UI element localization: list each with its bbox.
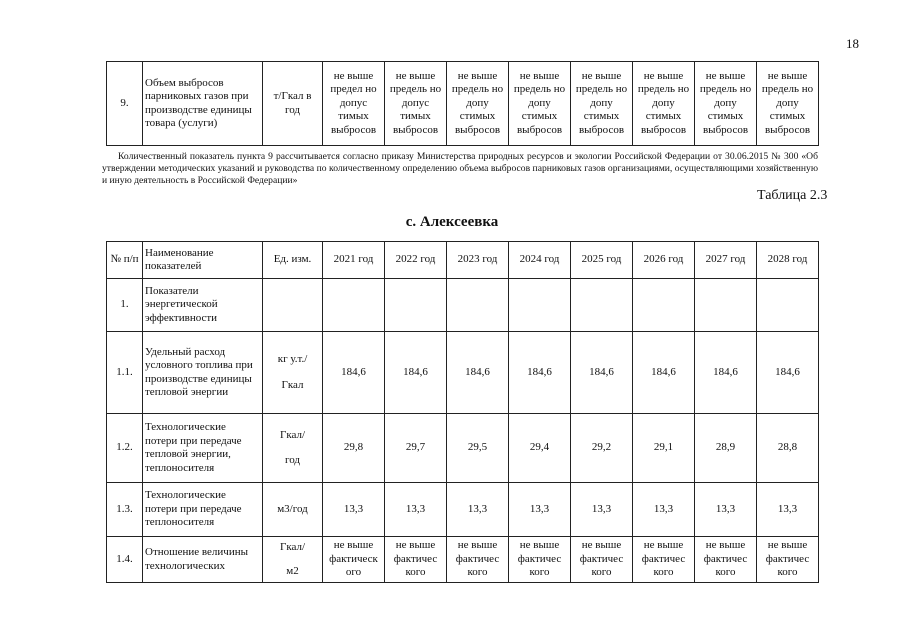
header-year: 2022 год — [385, 242, 447, 279]
value-cell: 29,7 — [385, 414, 447, 483]
header-year: 2023 год — [447, 242, 509, 279]
indicators-table — [106, 241, 819, 583]
value-cell — [385, 279, 447, 332]
value-cell — [757, 279, 819, 332]
row-number: 1. — [107, 279, 143, 332]
value-cell: 13,3 — [323, 483, 385, 537]
value-cell: 13,3 — [447, 483, 509, 537]
header-year: 2027 год — [695, 242, 757, 279]
value-cell: 28,9 — [695, 414, 757, 483]
value-cell: не выше фактичес кого — [695, 537, 757, 583]
value-cell: не выше предель но допу стимых выбросов — [633, 62, 695, 146]
unit-cell: Гкал/ м2 — [263, 537, 323, 583]
value-cell: 29,1 — [633, 414, 695, 483]
table-label: Таблица 2.3 — [757, 188, 828, 203]
unit-cell: т/Гкал в год — [263, 62, 323, 146]
value-cell: 184,6 — [509, 332, 571, 414]
value-cell: 29,2 — [571, 414, 633, 483]
table-row — [107, 62, 819, 146]
header-year: 2028 год — [757, 242, 819, 279]
unit-cell: м3/год — [263, 483, 323, 537]
unit-cell: Гкал/ год — [263, 414, 323, 483]
value-cell: 13,3 — [757, 483, 819, 537]
unit-cell — [263, 279, 323, 332]
row-number: 1.4. — [107, 537, 143, 583]
value-cell — [323, 279, 385, 332]
indicator-name: Отношение величины технологических — [143, 537, 263, 583]
value-cell: 184,6 — [447, 332, 509, 414]
emissions-table — [106, 61, 819, 146]
value-cell: 28,8 — [757, 414, 819, 483]
row-number: 1.2. — [107, 414, 143, 483]
indicator-name: Удельный расход условного топлива при производстве единицы тепловой энергии — [143, 332, 263, 414]
value-cell: 184,6 — [323, 332, 385, 414]
value-cell: не выше предель но допу стимых выбросов — [509, 62, 571, 146]
header-row — [107, 242, 819, 279]
value-cell: 13,3 — [633, 483, 695, 537]
value-cell: не выше предель но допу стимых выбросов — [757, 62, 819, 146]
header-year: 2024 год — [509, 242, 571, 279]
value-cell: 13,3 — [509, 483, 571, 537]
value-cell: 184,6 — [571, 332, 633, 414]
value-cell: не выше предель но допу стимых выбросов — [447, 62, 509, 146]
value-cell: не выше фактичес кого — [447, 537, 509, 583]
footnote-text: Количественный показатель пункта 9 рассчитывается согласно приказу Министерства природных ресурсов и экологии Российской Федерации от 30.06.2015 № 300 «Об утверждении методических указаний и руководства по количественному определению объема выбросов парниковых газов организациями, осуществляющими хозяйственную и иную деятельность в Российской Федерации» — [102, 151, 818, 186]
header-year: 2021 год — [323, 242, 385, 279]
value-cell — [695, 279, 757, 332]
header-year: 2026 год — [633, 242, 695, 279]
row-number: 1.3. — [107, 483, 143, 537]
value-cell — [571, 279, 633, 332]
table-row — [107, 279, 819, 332]
header-num: № п/п — [107, 242, 143, 279]
footnote — [102, 151, 818, 187]
value-cell: 29,8 — [323, 414, 385, 483]
value-cell: не выше фактичес кого — [571, 537, 633, 583]
value-cell: 184,6 — [695, 332, 757, 414]
value-cell: не выше фактичес кого — [633, 537, 695, 583]
value-cell: не выше фактичес кого — [757, 537, 819, 583]
table-row — [107, 537, 819, 583]
table-row — [107, 483, 819, 537]
value-cell: не выше предель но допу стимых выбросов — [571, 62, 633, 146]
value-cell: не выше предель но допус тимых выбросов — [385, 62, 447, 146]
indicator-name: Технологические потери при передаче тепловой энергии, теплоносителя — [143, 414, 263, 483]
indicator-name: Объем выбросов парниковых газов при производстве единицы товара (услуги) — [143, 62, 263, 146]
value-cell: 184,6 — [757, 332, 819, 414]
value-cell: не выше фактичес кого — [509, 537, 571, 583]
value-cell — [633, 279, 695, 332]
value-cell — [509, 279, 571, 332]
value-cell: 184,6 — [385, 332, 447, 414]
table-row — [107, 414, 819, 483]
header-unit: Ед. изм. — [263, 242, 323, 279]
header-name: Наименование показателей — [143, 242, 263, 279]
value-cell: 184,6 — [633, 332, 695, 414]
indicator-name: Показатели энергетической эффективности — [143, 279, 263, 332]
value-cell — [447, 279, 509, 332]
page-number: 18 — [846, 36, 859, 51]
value-cell: не выше фактическ ого — [323, 537, 385, 583]
value-cell: 13,3 — [385, 483, 447, 537]
section-title: с. Алексеевка — [405, 214, 499, 230]
value-cell: 13,3 — [571, 483, 633, 537]
value-cell: не выше предел но допус тимых выбросов — [323, 62, 385, 146]
indicator-name: Технологические потери при передаче теплоносителя — [143, 483, 263, 537]
value-cell: 29,4 — [509, 414, 571, 483]
row-number: 9. — [107, 62, 143, 146]
value-cell: не выше фактичес кого — [385, 537, 447, 583]
unit-cell: кг у.т./ Гкал — [263, 332, 323, 414]
value-cell: 29,5 — [447, 414, 509, 483]
header-year: 2025 год — [571, 242, 633, 279]
value-cell: не выше предель но допу стимых выбросов — [695, 62, 757, 146]
table-row — [107, 332, 819, 414]
row-number: 1.1. — [107, 332, 143, 414]
value-cell: 13,3 — [695, 483, 757, 537]
